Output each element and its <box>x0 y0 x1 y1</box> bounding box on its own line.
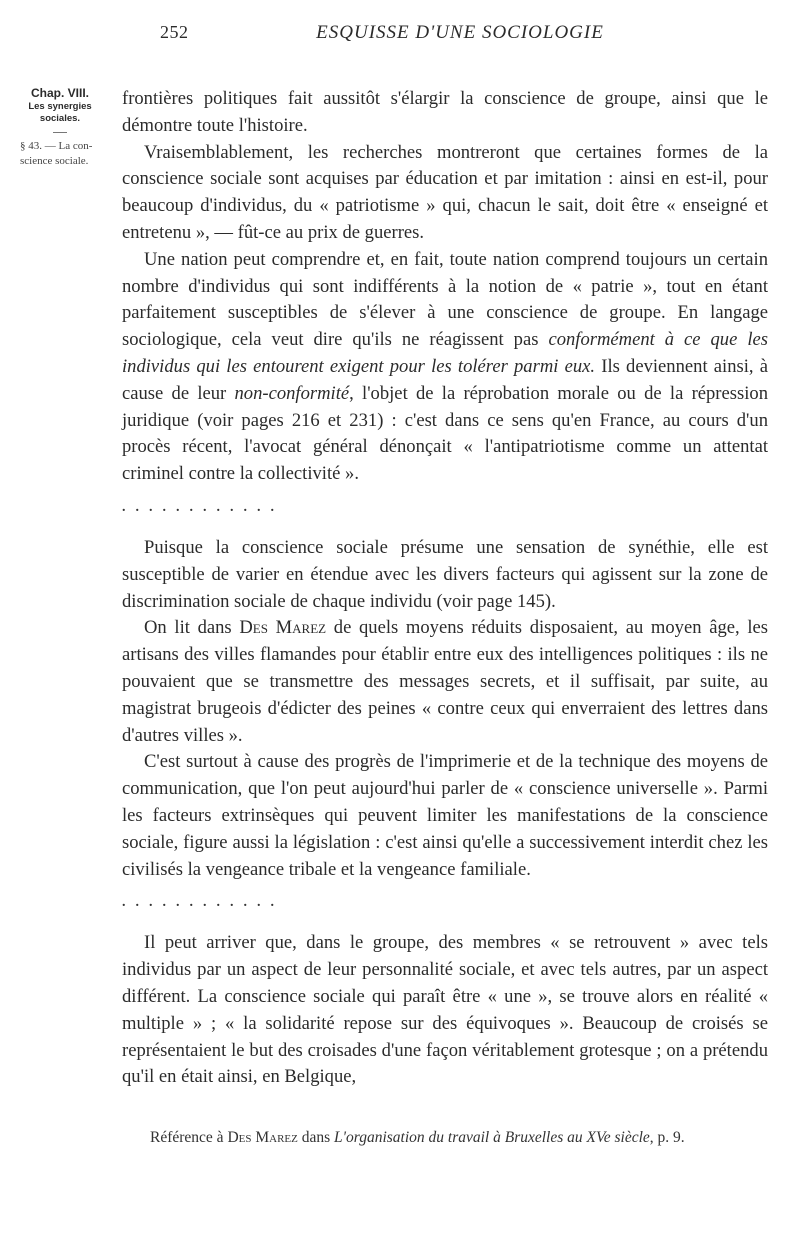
margin-chapter-subtitle-2: sociales. <box>39 113 81 124</box>
margin-notes <box>14 85 106 169</box>
footnote-author: Des Marez <box>227 1129 298 1146</box>
paragraph-3-text-c: , l'objet de la réprobation morale ou de la répression juridique (voir pages 216 et 231) : c'est dans ce sens qu'en France, au cours d'un procès récent, l'avocat général dénonçait « l'antipatriotisme comme un attentat criminel contre la collectivité ». <box>122 382 768 485</box>
margin-section-2: science sociale. <box>20 155 89 167</box>
paragraph-5-author: Des Marez <box>239 617 327 639</box>
margin-chapter: Chap. VIII. <box>30 86 89 100</box>
margin-chapter-subtitle-1: Les synergies <box>28 101 92 112</box>
paragraph-6: C'est surtout à cause des progrès de l'imprimerie et de la technique des moyens de communication, que l'on peut aujourd'hui parler de « conscience universelle ». Parmi les facteurs extrinsèques qui peuvent limiter les manifestations de la conscience sociale, figure aussi la législation : c'est ainsi qu'elle a successivement interdit chez les civilisés la vengeance tribale et la vengeance familiale. <box>122 751 768 880</box>
paragraph-7: Il peut arriver que, dans le groupe, des membres « se retrouvent » avec tels individus par un aspect de leur personnalité sociale, et avec tels autres, par un aspect différent. La conscience sociale qui paraît être « une », se trouve alors en réalité « multiple » ; « la solidarité repose sur des équivoques ». Beaucoup de croisés se représentaient le but des croisades d'une façon véritablement grotesque ; on a prétendu qu'il en était ainsi, en Belgique, <box>122 932 768 1088</box>
paragraph-4: Puisque la conscience sociale présume une sensation de synéthie, elle est susceptible de varier en étendue avec les divers facteurs qui agissent sur la zone de discrimination sociale de chaque individu (voir page 145). <box>122 536 768 612</box>
running-title: ESQUISSE D'UNE SOCIOLOGIE <box>316 22 604 43</box>
paragraph-3-text-b: Ils deviennent ainsi, à cause de leur <box>122 355 768 404</box>
footnote-middle: dans <box>297 1129 335 1146</box>
paragraph-3-text-a: Une nation peut comprendre et, en fait, toute nation comprend toujours un certain nombre d'individus qui sont indifférents à la notion de « patrie », tout en étant parfaitement susceptibles de s'élever à une conscience de groupe. En langage sociologique, cela veut dire qu'ils ne réagissent pas <box>122 248 768 351</box>
footnote <box>150 1128 770 1148</box>
margin-separator <box>53 132 67 133</box>
paragraph-5-text-b: de quels moyens réduits disposaient, au moyen âge, les artisans des villes flamandes pour établir entre eux des intelligences politiques : ils ne pouvaient que se transmettre des messages secrets, et il suffisait, par suite, au magistrat brugeois d'édicter des peines « contre ceux qui enverraient des lettres dans d'autres villes ». <box>122 617 768 746</box>
footnote-prefix: Référence à <box>150 1129 228 1146</box>
page-number: 252 <box>160 22 189 42</box>
ellipsis-separator-2: ............ <box>122 895 284 911</box>
paragraph-5 <box>122 615 768 749</box>
paragraph-3 <box>122 247 768 488</box>
paragraph-3-emphasis-2: non-conformité <box>234 382 350 404</box>
footnote-suffix: , p. 9. <box>649 1129 685 1146</box>
margin-section-1: § 43. — La con- <box>20 140 93 152</box>
footnote-title: L'organisation du travail à Bruxelles au XVe siècle <box>334 1129 650 1146</box>
paragraph-5-text-a: On lit dans <box>144 617 240 639</box>
body-text <box>122 86 768 1091</box>
paragraph-1: frontières politiques fait aussitôt s'élargir la conscience de groupe, ainsi que le démontre toute l'histoire. <box>122 88 768 136</box>
paragraph-2: Vraisemblablement, les recherches montreront que certaines formes de la conscience sociale sont acquises par éducation et par imitation : ainsi en est-il, pour beaucoup d'individus, du « patriotisme » qui, chacun le sait, doit être « enseigné et entretenu », — fût-ce au prix de guerres. <box>122 141 768 243</box>
paragraph-3-emphasis-1: conformément à ce que les individus qui les entourent exigent pour les tolérer parmi eux. <box>122 329 768 377</box>
ellipsis-separator-1: ............ <box>122 499 284 515</box>
